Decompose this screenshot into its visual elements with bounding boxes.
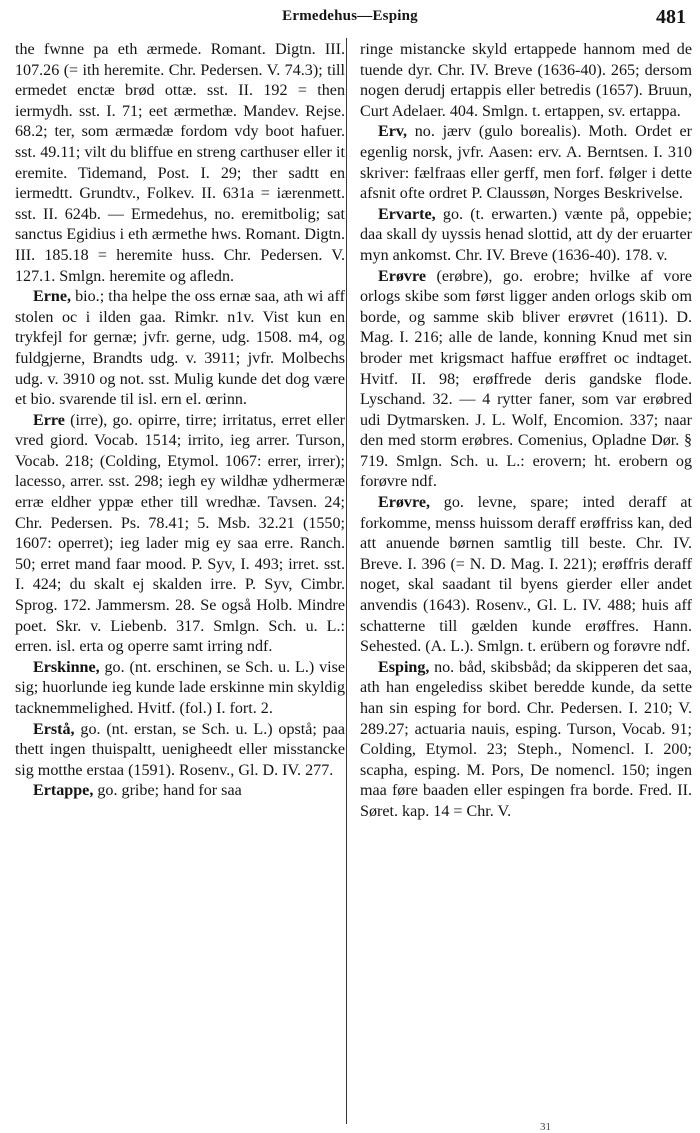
signature-mark: 31 bbox=[540, 1121, 551, 1133]
entry-continuation bbox=[15, 40, 345, 287]
dictionary-entry bbox=[15, 658, 345, 720]
entry-text: the fwnne pa eth ærmede. Romant. Digtn. III. 107.26 (= ith heremite. Chr. Pedersen. V. 74.3); till ermedet enctæ brød ottæ. sst. II. 192 = then iermydh. sst. I. 71; eet ærmethæ. Mandev. Rejse. 68.2; ter, som ærmædæ fordom vdy boot hafuer. sst. 49.11; vilt du bliffue en streng carthuser eller it eremite. Tidemand, Post. I. 29; ther sadtt en iermedtt. Grundtv., Folkev. II. 631a = iærenmett. sst. II. 624b. — Ermedehus, no. eremitbolig; sat sanctus Egidius i eth ærmethe hws. Romant. Digtn. III. 185.18 = heremite huss. Chr. Pedersen. V. 127.1. Smlgn. heremite og afledn. bbox=[15, 41, 345, 285]
entry-text: go. levne, spare; inted deraff at forkomme, menss huissom deraff erøffriss kan, ded att anuende børnen samtlig till beste. Chr. IV. Breve. I. 396 (= N. D. Mag. I. 221); erøffris deraff noget, skal saadant til byens gierder eller andet anvendis (1643). Rosenv., Gl. L. IV. 488; huis aff schatterne till gælden kunde erøffres. Hann. Sehested. (A. L.). Smlgn. t. erübern og forøvre ndf. bbox=[360, 494, 692, 656]
right-column bbox=[360, 40, 692, 823]
entry-headword: Erøvre, bbox=[378, 494, 430, 512]
entry-text: (erøbre), go. erobre; hvilke af vore orlogs skibe som først ligger anden orlogs skib om borde, og samme skib bliver erøvret (1611). D. Mag. I. 216; alle de lande, konning Knud met sin broder met krigsmact haffue erøffret oc indtaget. Hvitf. II. 98; erøffrede deris gandske flode. Lyschand. 32. — 4 rytter faner, som var erøbred udi Dytmarsken. J. L. Wolf, Encomion. 337; naar den med storm erøbres. Comenius, Opladne Dør. § 719. Smlgn. Sch. u. L.: erovern; ht. erobern og forøvre ndf. bbox=[360, 267, 692, 491]
entry-text: no. jærv (gulo borealis). Moth. Ordet er egenlig norsk, jvfr. Aasen: erv. A. Berntsen. I. 310 skriver: fælfraas eller gerff, men forf. følger i dette afsnit ofte ordret P. Claussøn, Norges Beskrivelse. bbox=[360, 123, 692, 203]
dictionary-entry bbox=[15, 287, 345, 411]
entry-headword: Esping, bbox=[378, 658, 430, 676]
dictionary-entry bbox=[360, 122, 692, 204]
entry-headword: Erv, bbox=[378, 123, 408, 141]
entry-text: go. (t. erwarten.) vænte på, oppebie; daa skall dy uyssis henad slottid, att dy der eruarter myn ankomst. Chr. IV. Breve (1636-40). 178. v. bbox=[360, 205, 692, 264]
entry-headword: Ertappe, bbox=[33, 782, 94, 800]
entry-text: go. gribe; hand for saa bbox=[93, 782, 242, 800]
entry-headword: Erøvre bbox=[378, 267, 426, 285]
entry-text: (irre), go. opirre, tirre; irritatus, erret eller vred giord. Vocab. 1514; irrito, ieg arrer. Turson, Vocab. 218; (Colding, Etymol. 1067: errer, irrer); lacesso, arrer. sst. 298; iegh ey wildhæ ydhermeræ erræ eldher yppæ ether till wredhæ. Tavsen. 24; Chr. Pedersen. Ps. 78.41; 5. Msb. 32.21 (1550; 1607: operret); ieg lader mig ey saa erre. Ranch. 50; erret mand faar mood. P. Syv, I. 493; irret. sst. I. 424; du skalt ej skalden irre. P. Syv, Cimbr. Sprog. 172. Jammersm. 28. Se også Holb. Mindre poet. Skr. v. Liebenb. 317. Smlgn. Sch. u. L.: erren. isl. erta og operre samt irring ndf. bbox=[15, 411, 345, 656]
entry-continuation bbox=[360, 40, 692, 122]
entry-headword: Erre bbox=[33, 411, 65, 429]
dictionary-entry bbox=[360, 493, 692, 658]
dictionary-entry bbox=[15, 720, 345, 782]
running-title: Ermedehus—Esping bbox=[282, 8, 418, 24]
running-head bbox=[0, 6, 700, 30]
entry-headword: Ervarte, bbox=[378, 205, 436, 223]
dictionary-entry bbox=[360, 658, 692, 823]
dictionary-entry bbox=[360, 205, 692, 267]
entry-text: no. båd, skibsbåd; da skipperen det saa, ath han engelediss skibet beredde kunde, da sette han sin esping for bord. Chr. Pedersen. I. 210; V. 289.27; actuaria nauis, esping. Turson, Vocab. 91; Colding, Etymol. 23; Steph., Nomencl. I. 200; scapha, esping. M. Pors, De nomencl. 150; ingen maa føre baaden eller espingen fra borde. Fred. II. Søret. kap. 14 = Chr. V. bbox=[360, 658, 692, 820]
left-column bbox=[15, 40, 345, 802]
entry-text: ringe mistancke skyld ertappede hannom med de tuende dyr. Chr. IV. Breve (1636-40). 265; dersom nogen derudj ertappis eller betredis (1657). Bruun, Curt Adelaer. 404. Smlgn. t. ertappen, sv. ertappa. bbox=[360, 41, 692, 120]
entry-headword: Erskinne, bbox=[33, 658, 100, 676]
dictionary-entry bbox=[15, 411, 345, 658]
entry-text: bio.; tha helpe the oss ernæ saa, ath wi aff stolen oc i ilden gaa. Rimkr. n1v. Vist kun en trykfejl for gernæ; jvfr. gerne, udg. 1508. m4, og fuldgjerne, Brandts udg. v. 3911; jvfr. Molbechs udg. v. 3910 og not. sst. Mulig kunde det dog være et bio. svarende til isl. ern el. œrinn. bbox=[15, 288, 345, 409]
entry-text: go. (nt. erschinen, se Sch. u. L.) vise sig; huorlunde ieg kunde lade erskinne min skyldig tacknemmelighed. Hvitf. (fol.) I. fort. 2. bbox=[15, 658, 345, 717]
dictionary-entry bbox=[360, 267, 692, 494]
entry-headword: Erne, bbox=[33, 288, 71, 306]
dictionary-entry bbox=[15, 781, 345, 802]
entry-text: go. (nt. erstan, se Sch. u. L.) opstå; paa thett ingen thuispaltt, uenigheedt eller misstancke sig motthe erstaa (1591). Rosenv., Gl. D. IV. 277. bbox=[15, 720, 345, 779]
entry-headword: Erstå, bbox=[33, 720, 75, 738]
column-divider bbox=[346, 38, 347, 1124]
page-number: 481 bbox=[656, 6, 686, 28]
